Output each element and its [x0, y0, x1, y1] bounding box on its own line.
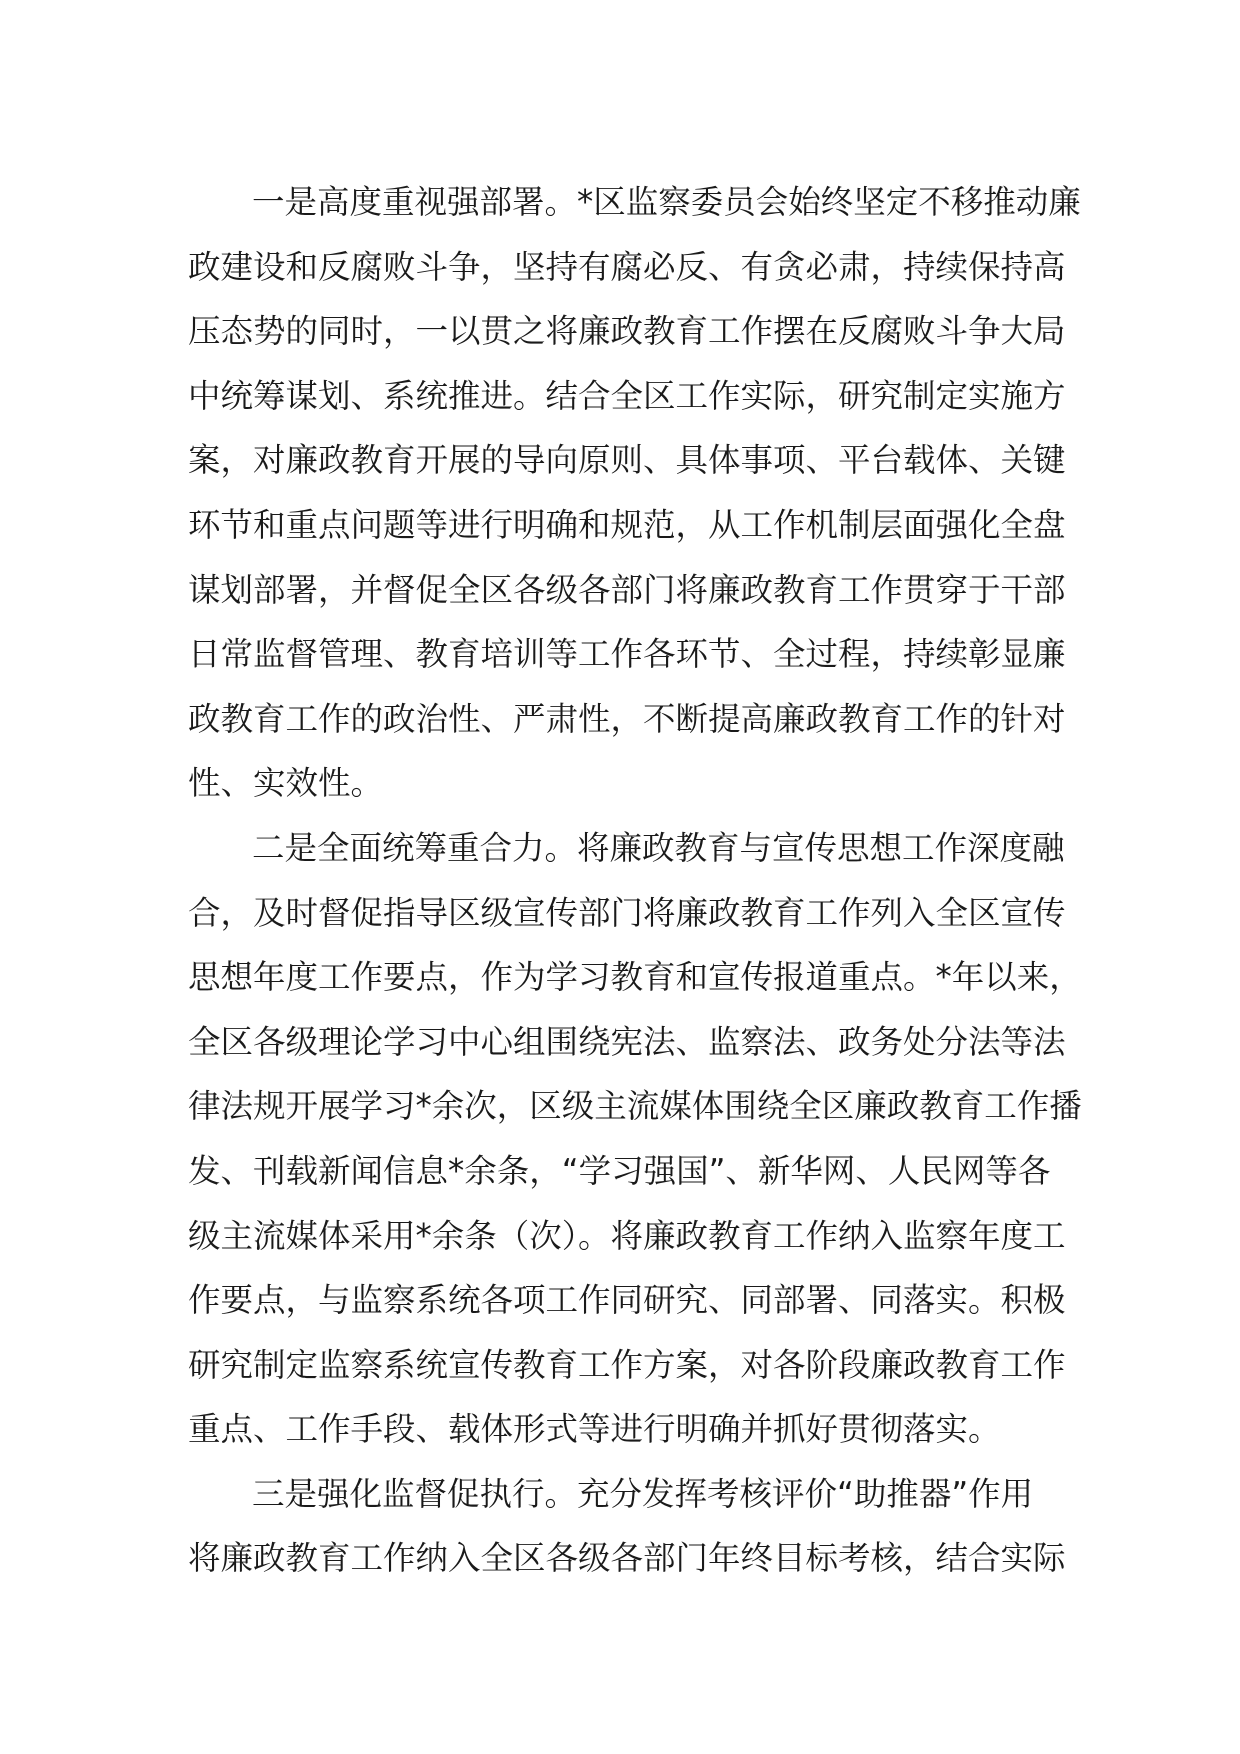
paragraph-3-line: 三是强化监督促执行。充分发挥考核评价“助推器”作用 [252, 1474, 1034, 1513]
paragraph-2-line: 发、刊载新闻信息*余条，“学习强国”、新华网、人民网等各 [188, 1151, 1051, 1190]
paragraph-2-line: 律法规开展学习*余次，区级主流媒体围绕全区廉政教育工作播 [188, 1087, 1082, 1126]
paragraph-1-line: 谋划部署，并督促全区各级各部门将廉政教育工作贯穿于干部 [188, 570, 1066, 609]
paragraph-1-line: 政建设和反腐败斗争，坚持有腐必反、有贪必肃，持续保持高 [188, 247, 1066, 286]
paragraph-2-line: 研究制定监察系统宣传教育工作方案，对各阶段廉政教育工作 [188, 1345, 1066, 1384]
paragraph-1-line: 环节和重点问题等进行明确和规范，从工作机制层面强化全盘 [188, 505, 1066, 544]
document-body [188, 170, 1082, 1591]
paragraph-2-line: 作要点，与监察系统各项工作同研究、同部署、同落实。积极 [188, 1281, 1066, 1320]
paragraph-1-line: 日常监督管理、教育培训等工作各环节、全过程，持续彰显廉 [188, 635, 1066, 674]
paragraph-1-line: 压态势的同时，一以贯之将廉政教育工作摆在反腐败斗争大局 [188, 312, 1066, 351]
paragraph-1-line: 政教育工作的政治性、严肃性，不断提高廉政教育工作的针对 [188, 699, 1066, 738]
paragraph-2-line: 全区各级理论学习中心组围绕宪法、监察法、政务处分法等法 [188, 1022, 1066, 1061]
paragraph-1-line: 性、实效性。 [188, 764, 384, 803]
paragraph-1-line: 案，对廉政教育开展的导向原则、具体事项、平台载体、关键 [188, 441, 1066, 480]
paragraph-1-line: 一是高度重视强部署。*区监察委员会始终坚定不移推动廉 [252, 183, 1081, 221]
paragraph-2-line: 思想年度工作要点，作为学习教育和宣传报道重点。*年以来， [188, 958, 1082, 997]
paragraph-1-line: 中统筹谋划、系统推进。结合全区工作实际，研究制定实施方 [188, 376, 1066, 415]
paragraph-2-line: 级主流媒体采用*余条（次）。将廉政教育工作纳入监察年度工 [188, 1216, 1066, 1255]
paragraph-2-line: 二是全面统筹重合力。将廉政教育与宣传思想工作深度融 [252, 828, 1065, 867]
paragraph-2-line: 合，及时督促指导区级宣传部门将廉政教育工作列入全区宣传 [188, 893, 1066, 932]
paragraph-2-line: 重点、工作手段、载体形式等进行明确并抓好贯彻落实。 [188, 1410, 1001, 1449]
paragraph-3-line: 将廉政教育工作纳入全区各级各部门年终目标考核，结合实际 [188, 1539, 1066, 1578]
